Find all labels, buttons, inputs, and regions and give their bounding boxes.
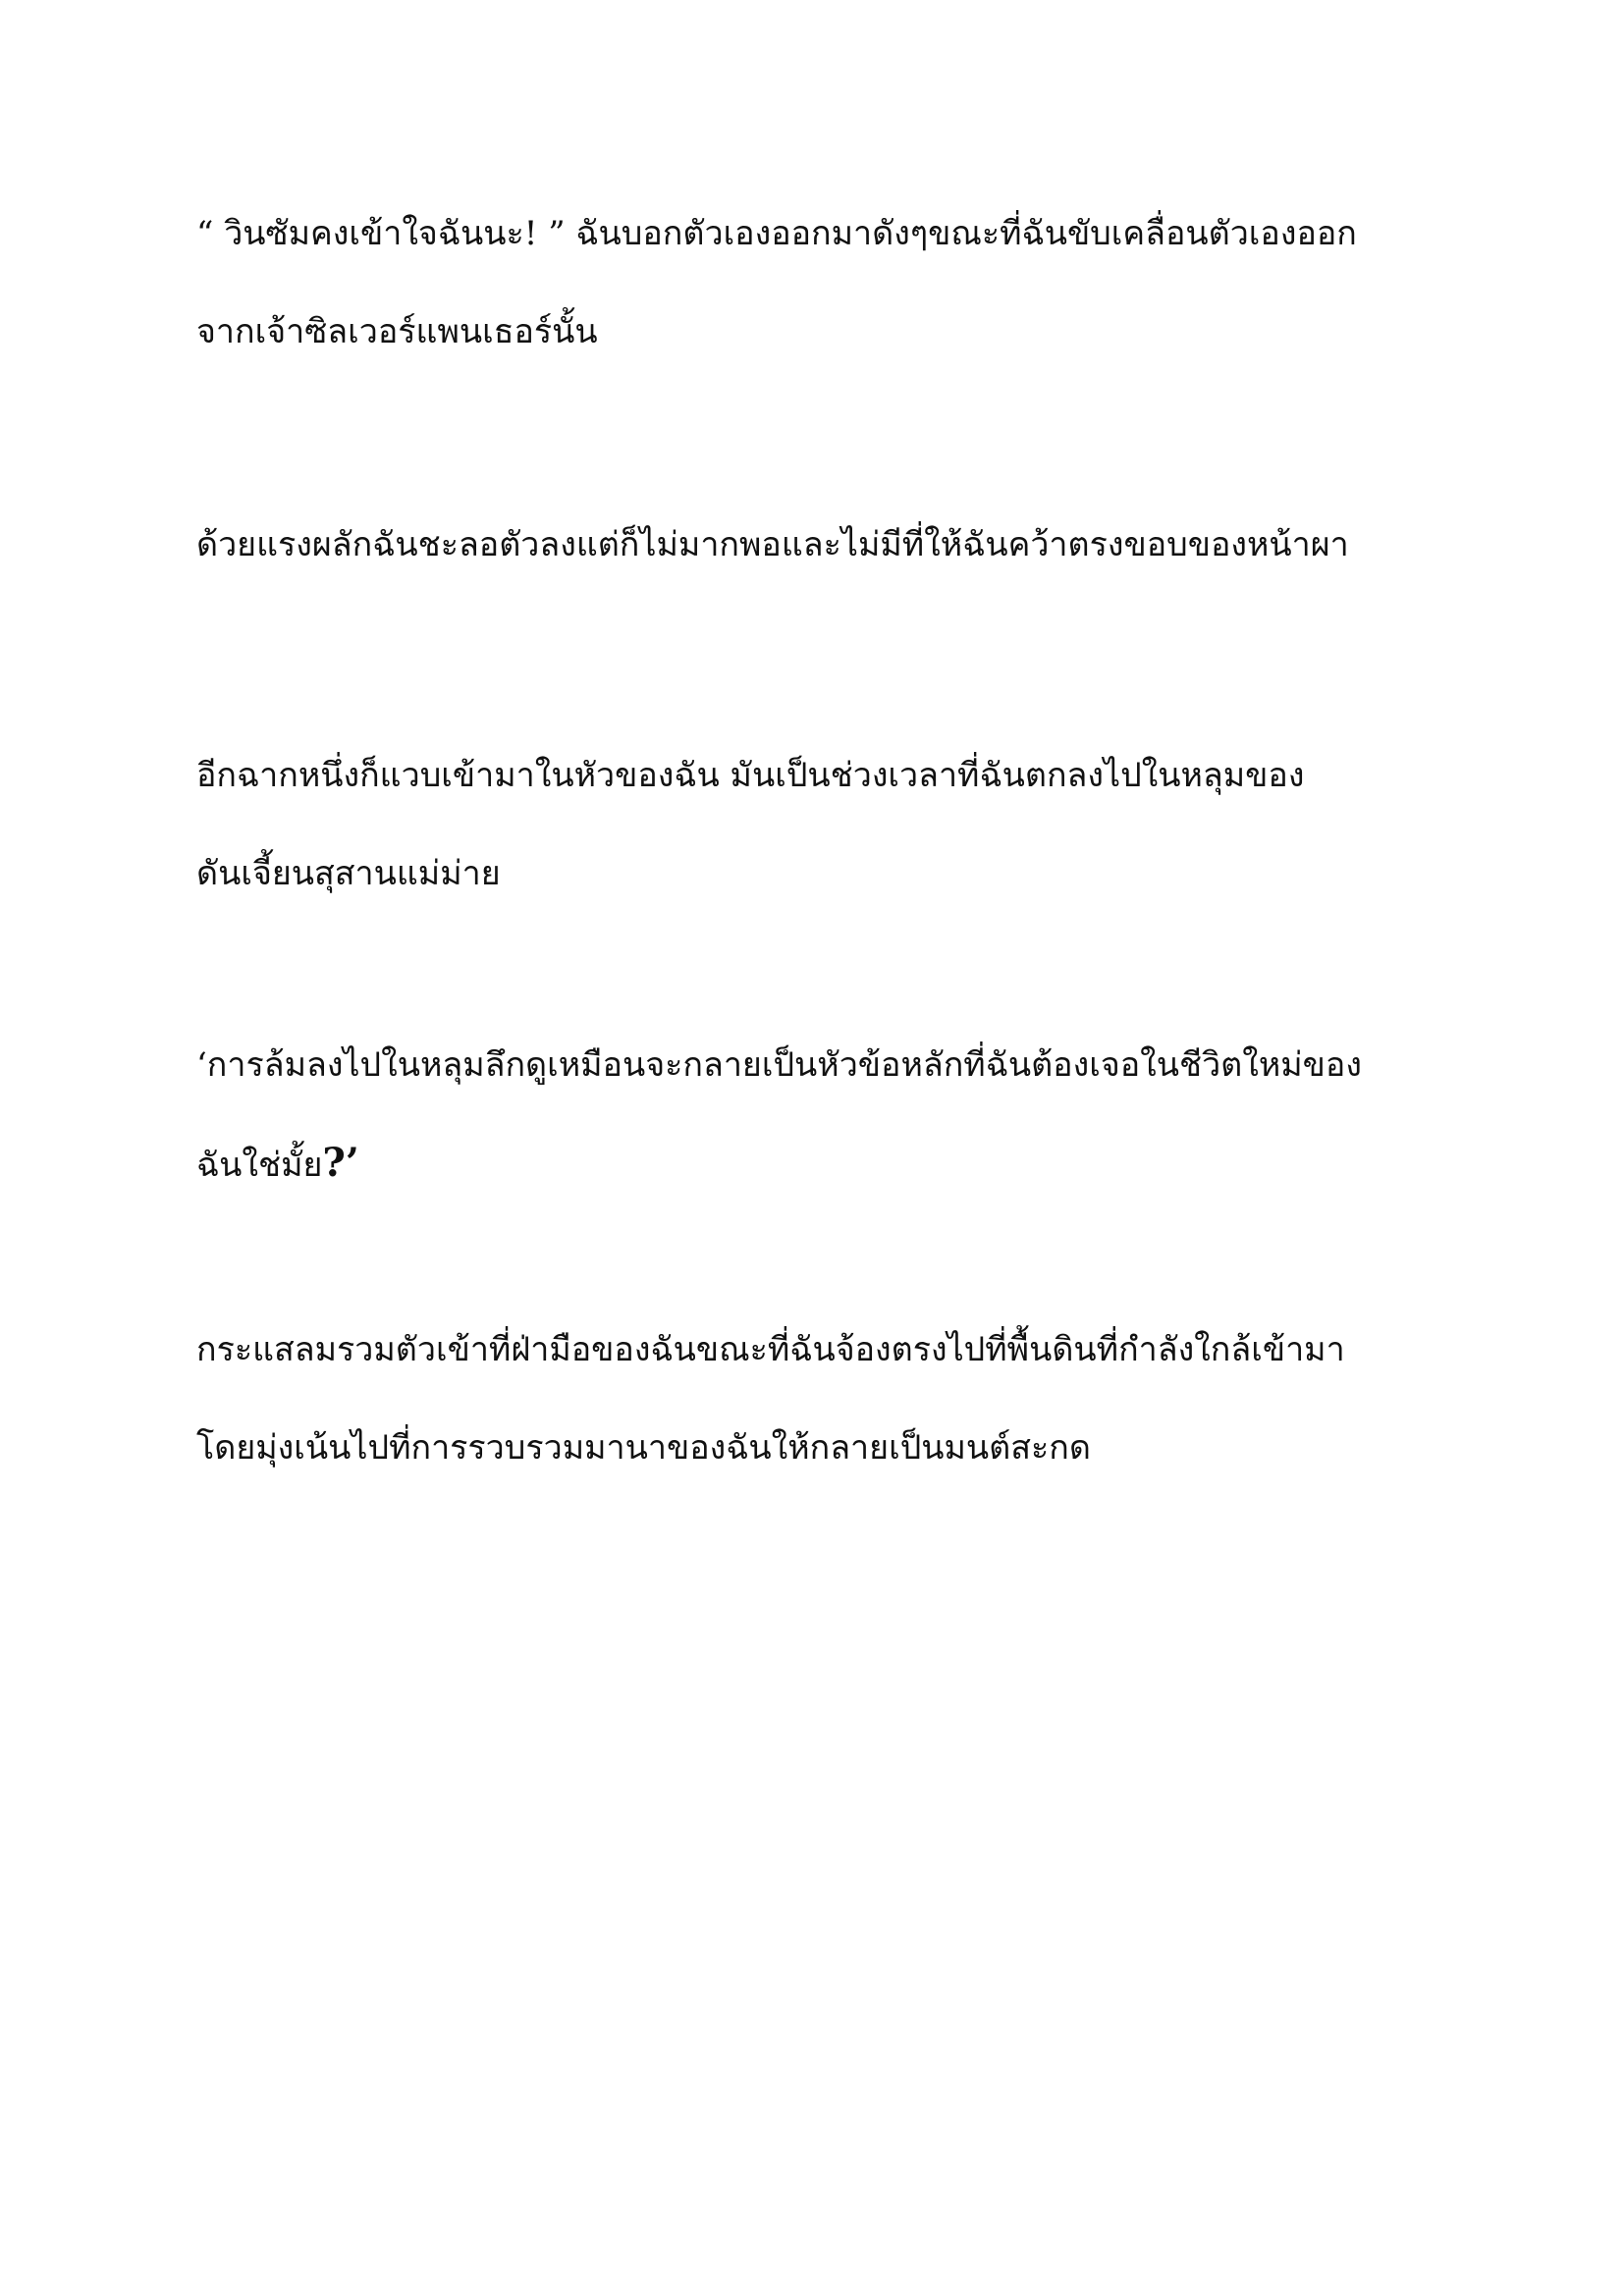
paragraph-line <box>196 1114 1463 1212</box>
paragraph-flashback <box>196 726 1463 923</box>
paragraph-line: ‘การล้มลงไปในหลุมลึกดูเหมือนจะกลายเป็นหัวข้อหลักที่ฉันต้องเจอในชีวิตใหม่ของ <box>196 1045 1362 1085</box>
paragraph-spell <box>196 1301 1463 1497</box>
paragraph-line: กระแสลมรวมตัวเข้าที่ฝ่ามือของฉันขณะที่ฉันจ้องตรงไปที่พื้นดินที่กำลังใกล้เข้ามา <box>196 1330 1345 1369</box>
paragraph-dialogue <box>196 185 1463 381</box>
paragraph-inner-thought <box>196 1016 1463 1212</box>
paragraph-line: “ วินซัมคงเข้าใจฉันนะ! ” ฉันบอกตัวเองออกมาดังๆขณะที่ฉันขับเคลื่อนตัวเองออก <box>196 214 1357 253</box>
paragraph-line: ดันเจี้ยนสุสานแม่ม่าย <box>196 854 501 893</box>
paragraph-line: โดยมุ่งเน้นไปที่การรวบรวมมานาของฉันให้กลายเป็นมนต์สะกด <box>196 1428 1091 1468</box>
paragraph-line: จากเจ้าซิลเวอร์แพนเธอร์นั้น <box>196 312 598 351</box>
paragraph-line: อีกฉากหนึ่งก็แวบเข้ามาในหัวของฉัน มันเป็นช่วงเวลาที่ฉันตกลงไปในหลุมของ <box>196 756 1305 795</box>
paragraph-line: ด้วยแรงผลักฉันชะลอตัวลงแต่ก็ไม่มากพอและไม่มีที่ให้ฉันคว้าตรงขอบของหน้าผา <box>196 525 1349 564</box>
closing-question-mark: ?’ <box>322 1140 359 1186</box>
paragraph-line-text: ฉันใช่มั้ย <box>196 1146 323 1185</box>
paragraph-narration <box>196 496 1463 594</box>
